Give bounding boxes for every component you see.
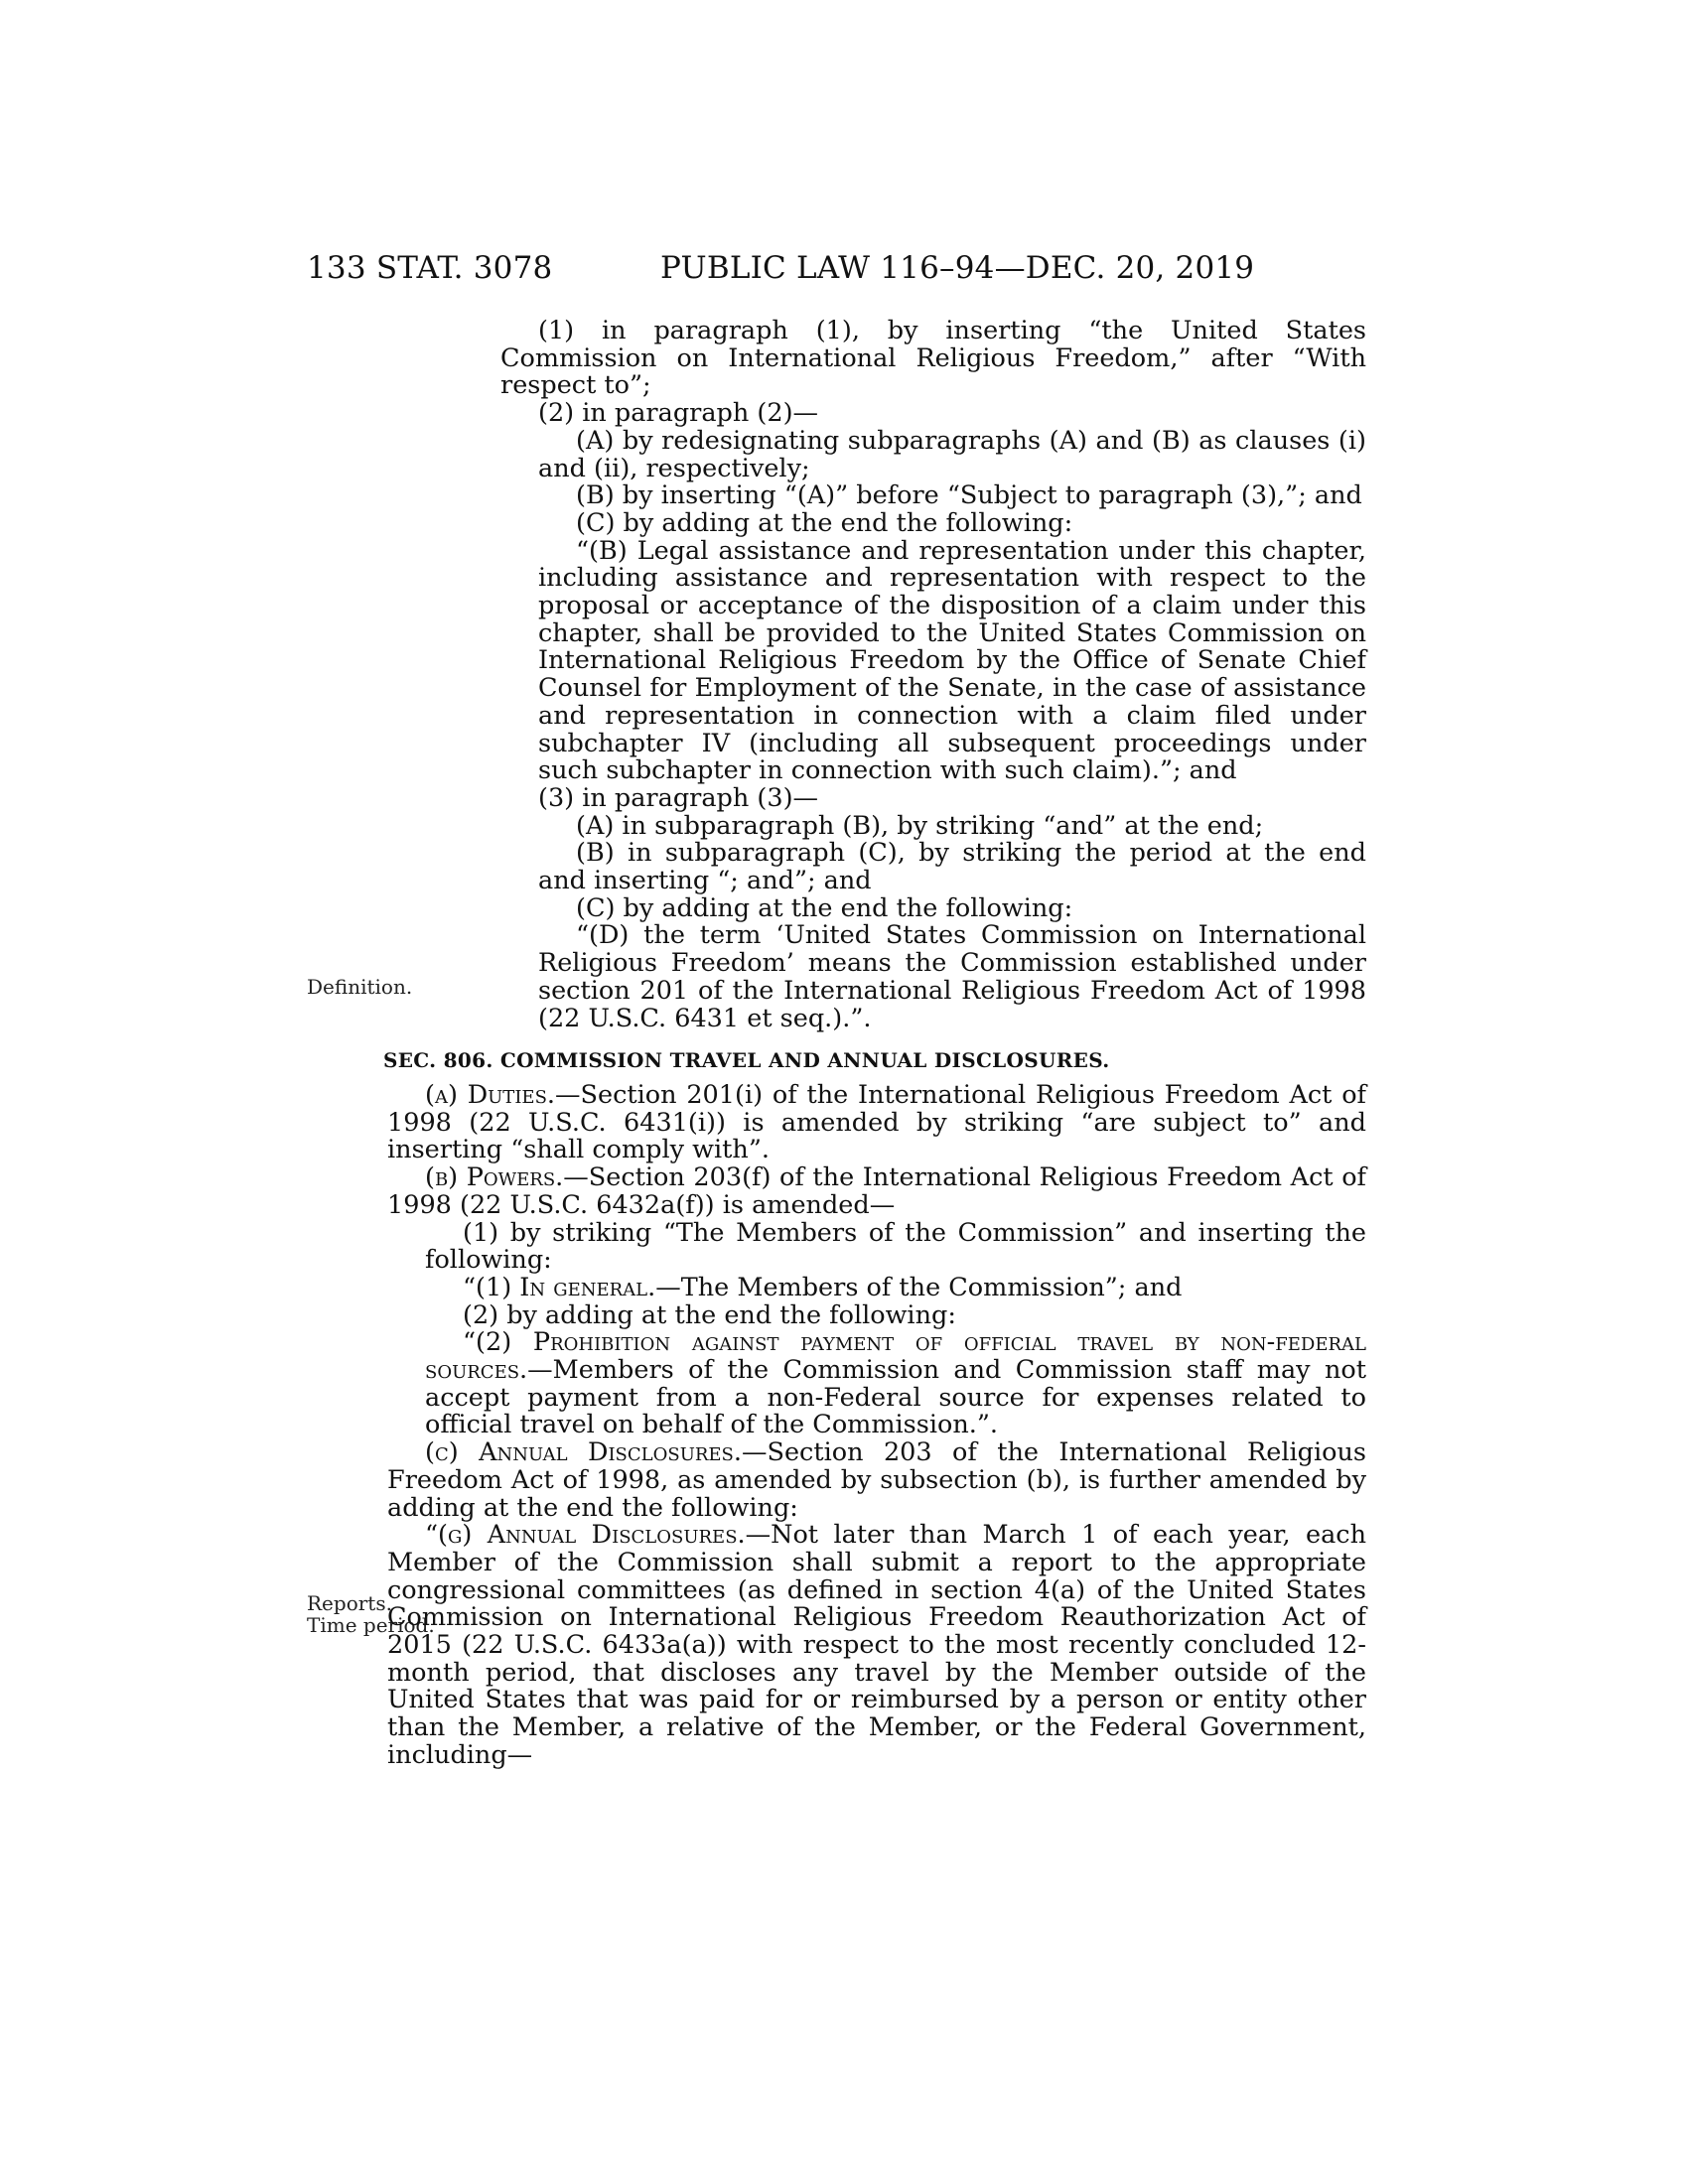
subsection-a bbox=[387, 1079, 1366, 1165]
page-header bbox=[307, 250, 1369, 290]
subsection-b-label: (b) Powers. bbox=[425, 1162, 564, 1193]
paragraph-1: (1) in paragraph (1), by inserting “the United States Commission on International Religious Freedom,” after “With respect to”; bbox=[500, 316, 1366, 401]
document-body bbox=[383, 316, 1366, 1770]
subsection-c-text: —Section 203 of the International Religious Freedom Act of 1998, as amended by subsection (b), is further amended by adding at the end the following: bbox=[387, 1437, 1366, 1523]
section-heading: SEC. 806. COMMISSION TRAVEL AND ANNUAL DISCLOSURES. bbox=[383, 1048, 1110, 1073]
paragraph-3: (3) in paragraph (3)— bbox=[538, 782, 819, 813]
paragraph-2b: (B) by inserting “(A)” before “Subject to paragraph (3),”; and bbox=[576, 480, 1362, 511]
margin-note-reports: Reports. bbox=[307, 1591, 392, 1615]
paragraph-3a: (A) in subparagraph (B), by striking “and” at the end; bbox=[576, 810, 1264, 841]
subsection-b-2: (2) by adding at the end the following: bbox=[463, 1299, 956, 1330]
margin-note-definition: Definition. bbox=[307, 975, 413, 999]
margin-note-time-period: Time period. bbox=[307, 1613, 435, 1637]
subsection-b-1: (1) by striking “The Members of the Commission” and inserting the following: bbox=[425, 1217, 1366, 1276]
subsection-g-text: —Not later than March 1 of each year, each Member of the Commission shall submit a report to the appropriate congressional committees (as defined in section 4(a) of the United States Commission on International Religious Freedom Reauthorization Act of 2015 (22 U.S.C. 6433a(a)) with respect to the most recently concluded 12-month period, that discloses any travel by the Member outside of the United States that was paid for or reimbursed by a person or entity other than the Member, a relative of the Member, or the Federal Government, including— bbox=[387, 1520, 1366, 1770]
quoted-paragraph-d: “(D) the term ‘United States Commission on International Religious Freedom’ means the Commission established under section 201 of the International Religious Freedom Act of 1998 (22 U.S.C. 6431 et seq.).”. bbox=[538, 920, 1366, 1033]
in-general-text: —The Members of the Commission”; and bbox=[655, 1272, 1183, 1302]
quoted-in-general bbox=[387, 1272, 1366, 1302]
prohibition-text: —Members of the Commission and Commission staff may not accept payment from a non-Federal source for expenses related to official travel on behalf of the Commission.”. bbox=[425, 1355, 1366, 1440]
in-general-label: “(1) In general. bbox=[463, 1272, 656, 1302]
subsection-g-label: “(g) Annual Disclosures. bbox=[425, 1520, 746, 1551]
subsection-a-label: (a) Duties. bbox=[425, 1079, 556, 1110]
paragraph-2: (2) in paragraph (2)— bbox=[538, 398, 819, 429]
paragraph-3b: (B) in subparagraph (C), by striking the period at the end and inserting “; and”; and bbox=[538, 838, 1366, 896]
stat-citation: 133 STAT. 3078 bbox=[307, 250, 553, 286]
subsection-a-text: —Section 201(i) of the International Religious Freedom Act of 1998 (22 U.S.C. 6431(i)) is amended by striking “are subject to” and inserting “shall comply with”. bbox=[387, 1079, 1366, 1165]
public-law-title: PUBLIC LAW 116–94—DEC. 20, 2019 bbox=[660, 250, 1255, 286]
subsection-b-text: —Section 203(f) of the International Religious Freedom Act of 1998 (22 U.S.C. 6432a(f)) is amended— bbox=[387, 1162, 1366, 1220]
subsection-c bbox=[387, 1439, 1366, 1522]
paragraph-2a: (A) by redesignating subparagraphs (A) and (B) as clauses (i) and (ii), respectively; bbox=[538, 425, 1366, 483]
prohibition-label: “(2) Prohibition against payment of official travel by non-federal sources. bbox=[425, 1327, 1366, 1386]
subsection-b bbox=[387, 1164, 1366, 1219]
quoted-prohibition bbox=[387, 1329, 1366, 1439]
subsection-c-label: (c) Annual Disclosures. bbox=[425, 1437, 742, 1468]
quoted-paragraph-b: “(B) Legal assistance and representation under this chapter, including assistance and representation with respect to the proposal or acceptance of the disposition of a claim under this chapter, shall be provided to the United States Commission on International Religious Freedom by the Office of Senate Chief Counsel for Employment of the Senate, in the case of assistance and representation in connection with a claim filed under subchapter IV (including all subsequent proceedings under such subchapter in connection with such claim).”; and bbox=[538, 535, 1366, 786]
paragraph-2c: (C) by adding at the end the following: bbox=[576, 507, 1073, 538]
paragraph-3c: (C) by adding at the end the following: bbox=[576, 892, 1073, 923]
quoted-subsection-g bbox=[387, 1522, 1366, 1769]
